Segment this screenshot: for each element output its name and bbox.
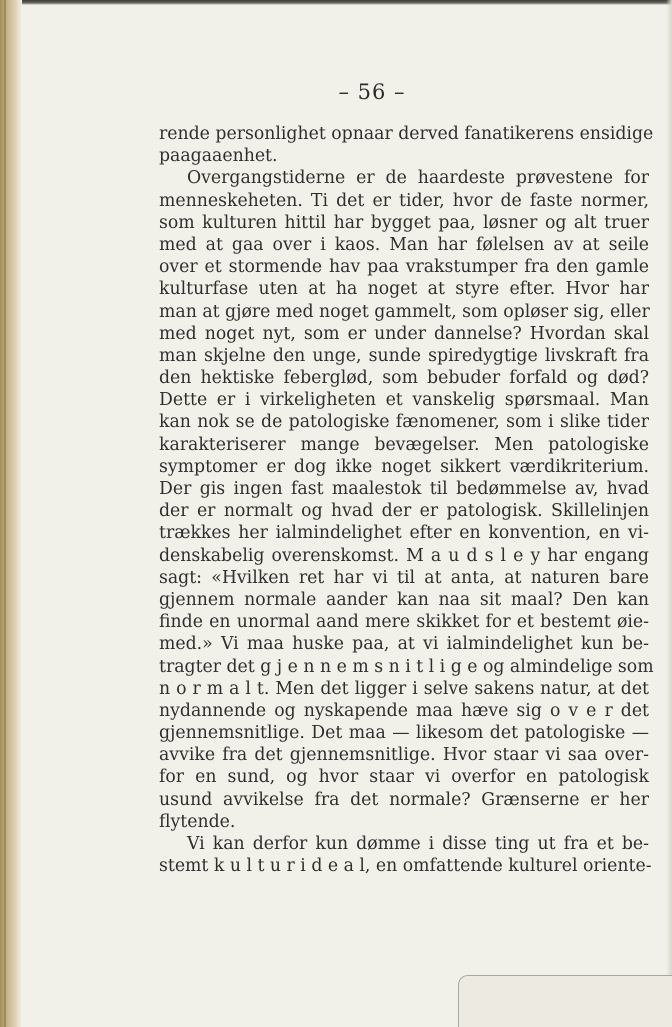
text-fragment: denskabelig overenskomst.: [159, 545, 407, 566]
text-line: usund avvikelse fra det normale? Grænserne er her: [159, 789, 649, 810]
text-line: Der gis ingen fast maalestok til bedømmelse av, hvad: [159, 479, 649, 499]
text-line: karakteriserer mange bevægelser. Men patologiske: [159, 434, 649, 455]
text-line: flytende.: [159, 811, 236, 832]
book-binding: [0, 0, 22, 1027]
text-line-with-spaced: [159, 700, 649, 722]
right-page-edge: [666, 0, 672, 1027]
text-line: den hektiske feberglød, som bebuder forfald og død?: [159, 368, 649, 389]
text-line: for en sund, og hvor staar vi overfor en patologisk: [159, 767, 649, 788]
binding-line: [4, 0, 6, 1027]
spaced-word-maudsley: M a u d s l e y: [406, 545, 541, 566]
text-line: Dette er i virkeligheten et vanskelig spørsmaal. Man: [159, 390, 649, 411]
text-line: Overgangstiderne er de haardeste prøvestene for: [187, 168, 649, 189]
text-line: gjennem normale aander kan naa sit maal? Den kan: [159, 589, 649, 610]
text-line: rende personlighet opnaar derved fanatikerens ensidige: [159, 124, 654, 144]
text-line: som kulturen hittil har bygget paa, løsner og alt truer: [159, 212, 649, 233]
text-line: n o r m a l t. Men det ligger i selve sakens natur, at det: [159, 678, 649, 699]
text-line: med.» Vi maa huske paa, at vi ialmindelighet kun be-: [159, 634, 649, 655]
spaced-word-over: o v e r: [549, 700, 613, 721]
text-fragment: , en omfattende kulturel oriente-: [364, 856, 652, 877]
text-line: finde en unormal aand mere skikket for et bestemt øie-: [159, 612, 649, 633]
text-line: Vi kan derfor kun dømme i disse ting ut fra et be-: [187, 834, 649, 854]
text-fragment: det: [612, 700, 649, 721]
body-text: [159, 123, 654, 877]
text-line: paagaaenhet.: [159, 146, 278, 167]
top-page-edge: [22, 0, 672, 5]
text-line: med noget nyt, som er under dannelse? Hvordan skal: [159, 323, 649, 344]
spaced-word-kulturideal: k u l t u r i d e a l: [213, 856, 365, 877]
text-line: menneskeheten. Ti det er tider, hvor de faste normer,: [159, 190, 649, 211]
text-line: avvike fra det gjennemsnitlige. Hvor staar vi saa over-: [159, 745, 649, 766]
text-line: symptomer er dog ikke noget sikkert værdikriterium.: [159, 456, 649, 477]
text-line: trækkes her ialmindelighet efter en konvention, en vi-: [159, 523, 649, 544]
text-line-with-spaced: [159, 545, 649, 567]
text-fragment: nydannende og nyskapende maa hæve sig: [159, 700, 550, 721]
text-line-with-spaced: [159, 855, 652, 877]
text-line: der er normalt og hvad der er patologisk. Skillelinjen: [159, 501, 649, 522]
paper-strip: [458, 975, 672, 1027]
text-fragment: har engang: [540, 545, 649, 566]
text-line: man at gjøre med noget gammelt, som opløser sig, eller: [159, 301, 650, 322]
text-fragment: stemt: [159, 856, 214, 877]
text-line: over et stormende hav paa vrakstumper fra den gamle: [159, 257, 649, 278]
text-line: kulturfase uten at ha noget at styre efter. Hvor har: [159, 279, 649, 300]
text-line: man skjelne den unge, sunde spiredygtige livskraft fra: [159, 345, 649, 366]
text-line: sagt: «Hvilken ret har vi til at anta, at naturen bare: [159, 567, 649, 588]
text-fragment: tragter det: [159, 656, 261, 677]
text-line: gjennemsnitlige. Det maa — likesom det patologiske —: [159, 723, 649, 744]
text-line-with-spaced: [159, 656, 654, 678]
text-line: kan nok se de patologiske fænomener, som i slike tider: [159, 412, 649, 433]
text-fragment: og almindelige som: [477, 656, 654, 677]
page-number: – 56 –: [338, 80, 406, 104]
text-line: med at gaa over i kaos. Man har følelsen av at seile: [159, 234, 649, 255]
spaced-word-gjennemsnitlige: g j e n n e m s n i t l i g e: [260, 656, 478, 677]
